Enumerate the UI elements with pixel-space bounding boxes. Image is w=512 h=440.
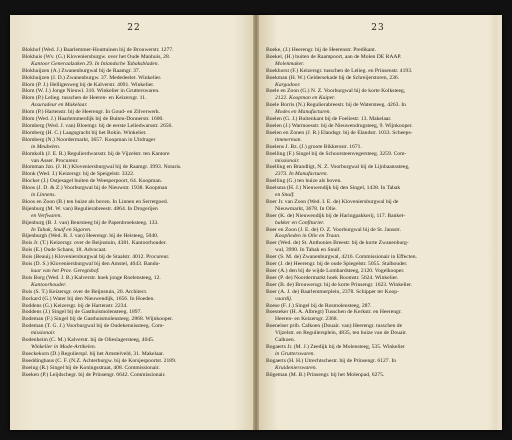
directory-entry: Boeddinghaus (C. F. (N.Z. Achterburgw. bij de Korsjespoortst. 2189. xyxy=(22,357,177,364)
directory-entry: Blom (P.) Lelieg. tusschen de Heeren- en Keizersgr. 11. xyxy=(22,95,147,102)
directory-entry: Boeken (P.) Leijdschegr. bij de Prinsengr. 6642. Commissionair. xyxy=(22,371,166,378)
entry-continuation-line: In Tabak, Snuif en Sigaren. xyxy=(31,226,92,233)
directory-entry: Boer (Wed. de) St. Anthonies Breestr. bij de korte Zwanenburg- xyxy=(266,240,409,247)
entry-continuation-line: Nieuwmarkt, 3678. In Olie. xyxy=(275,205,337,212)
directory-entry: Bockard (G.) Water bij den Nieuwendijk, 1656. In Hoeden. xyxy=(22,295,155,302)
directory-entry: Blom (Wed. J.) Haarlemmerdijk bij de Buiten-Donnerstr. 1600. xyxy=(22,116,164,123)
entry-continuation-line: Calkoen. xyxy=(275,337,296,344)
entry-continuation-line: Assuradeur en Makelaar. xyxy=(31,102,88,109)
directory-entry: Boeke, (J.) Heerengr. bij de Heerenstr. Predikant. xyxy=(266,47,377,53)
directory-entry: Blom (W. J.) Jonge Nieuwl. 316. Winkelier in Grutterswaren. xyxy=(22,88,160,95)
entry-continuation-line: timmerman. xyxy=(275,136,302,143)
entry-continuation-line: Kargadoor. xyxy=(275,81,301,88)
directory-entry: Boelling en Brandligt, N. Z. Voorburgwal bij de Lijnbaanssteeg, xyxy=(266,164,410,171)
open-book xyxy=(10,15,502,430)
page-number-left: 22 xyxy=(127,23,141,33)
directory-entry: Boeckekorn (D.) Regulierspl. bij het Amstelveld, 31. Makelaar. xyxy=(22,350,164,357)
directory-entry: Bois Jr. (T.) Keizersgr. over de Beijnstuin, 4381. Kantoorhouder. xyxy=(22,240,167,247)
directory-entry: Boese (F. J.) Singel bij de Rosmolensteeg, 287. xyxy=(266,302,372,309)
directory-entry: Blokhuijzen (J. D.) Zwanenburgw. 37. Mededeeler. Winkelier. xyxy=(22,74,162,81)
directory-entry: Bogaerts (H. H.) Utrechtschestr. bij de Prinsengr. 6127. In xyxy=(266,357,397,364)
directory-entry: Boer (K. de) Nieuwendijk bij de Haringpakkerij, 117. Banket- xyxy=(266,212,406,219)
entry-continuation-line: Kantoorhouder. xyxy=(31,281,67,288)
page-number-right: 23 xyxy=(371,23,385,33)
directory-entry: Bois (D. S.) Kloveniersburgwal bij den Amstel, 4043. Bandu- xyxy=(22,261,161,268)
entry-continuation-line: in Grutterswaren. xyxy=(275,350,315,357)
directory-entry: Bois (Beauij.) Kloveniersburgwal bij de Staalstr. 4012. Procureur. xyxy=(22,254,170,261)
entry-continuation-line: en Verfwaren. xyxy=(31,212,62,219)
directory-entry: Blomberg (Wed. J. van) Bloemgr. bij de eerste Leliedwarsstr. 2656. xyxy=(22,122,173,129)
directory-entry: Blom (P.) Hartenstr. bij de Heerengr. In Goud- en Zilverwerk. xyxy=(22,109,161,116)
entry-continuation-line: missionair. xyxy=(31,330,56,337)
directory-entry: Bois Borg (Wed. J. B.) Kalverstr. hoek jonge Roelensteeg, 12. xyxy=(22,274,161,281)
entry-continuation-line: Kantoor Generaalzaken 29. In Inlandsche Tabaksbladen. xyxy=(31,60,159,67)
entry-continuation-line: Kooplieden in Olie en Traan. xyxy=(275,233,341,240)
directory-entry: Bloos (J. D. & Z.) Voorburgwal bij de Nieuwstr. 1938. Koopman xyxy=(22,185,168,192)
entry-list-left xyxy=(22,47,247,379)
directory-entry: Boekel, (H.) buiten de Raampoort, aan de Molen DE RAAP. xyxy=(266,53,402,60)
entry-continuation-line: in Linnens. xyxy=(31,192,56,199)
left-page xyxy=(15,15,253,430)
entry-continuation-line: Heeren- en Keizersgr. 2368. xyxy=(275,316,338,323)
entry-continuation-line: 2373. In Manufacturen. xyxy=(275,171,328,178)
directory-entry: Boer (A. J. de) Baarlemmerplein, 2378. Schipper ter Koop- xyxy=(266,288,399,295)
directory-entry: Boddens (G.) Keizersgr. bij de Hartenstr. 2234. xyxy=(22,302,128,309)
entry-list-right xyxy=(266,47,491,379)
directory-entry: Blom (P. J.) Helligenweg bij de Kalverstr. 4091. Winkelier. xyxy=(22,81,155,88)
directory-entry: Boekhorst (F.) Keizersgr. tusschen de Lelieg. en Prinsenstr. 4193. xyxy=(266,67,413,74)
directory-entry: Boer (S. M. de) Zwanenburgwal, 4216. Commissionair in Effecten. xyxy=(266,254,417,261)
entry-continuation-line: wal, 3990. In Tabak en Snuif. xyxy=(275,247,341,254)
directory-entry: Blokhof (Wed. J.) Baarlemmer-Houttuinen bij de Brouwerstr. 1277. xyxy=(22,47,174,53)
directory-entry: Boelling (F.) Singel bij de Schoorsteenvegersteeg. 3259. Com- xyxy=(266,150,407,157)
directory-entry: Boelens J. Bz. (J.) groote Bikkersstr. 1671. xyxy=(266,143,362,150)
directory-entry: Bodeman (T. G. J.) Voorburgwal bij de Oudekennissteeg. Com- xyxy=(22,323,165,330)
entry-continuation-line: Vijzelstr. en Reguliersplein, 4835, ten huize van de Douair. xyxy=(275,330,408,337)
directory-entry: Bodenheim (C. M.) Kalverstr. bij de Olieslagersteeg, 4045. xyxy=(22,337,155,344)
directory-entry: Blomman Jzn. (J. H.) Kloveniersburgwal bij de Raamgr. 3993. Notaris. xyxy=(22,164,182,171)
entry-continuation-line: missionair. xyxy=(275,157,300,164)
directory-entry: Boelen (G. J.) Buitenkant bij de Foeliestr. 13. Makelaar. xyxy=(266,116,392,123)
entry-continuation-line: en Snuif. xyxy=(275,192,295,199)
right-page xyxy=(259,15,497,430)
directory-entry: Boenelser prib. Calkoen (Douair. van) Heerengr. tusschen de xyxy=(266,323,403,330)
entry-continuation-line: Kruidenierswaren. xyxy=(275,364,317,371)
directory-entry: Blocker (J.) Ostjesagel buiten de Weesperpoort, 64. Koopman. xyxy=(22,178,163,185)
directory-entry: Bloos en Zoon (B.) ten huize als boven. In Linnen en Serretgoed. xyxy=(22,198,169,205)
directory-entry: Boele en Zoon (G.) N. Z. Voorburgwal bij de korte Kolksteeg, xyxy=(266,88,406,95)
directory-entry: Boele Borris (N.) Regulierabreestr. bij de Watersteeg. 4263. In xyxy=(266,102,406,109)
directory-entry: Bijenburg (M. W. van) Regulierabreestr. 4864. In Drogerijen xyxy=(22,205,158,212)
entry-continuation-line: Molenmaker. xyxy=(275,60,305,67)
directory-entry: Bois (S. T.) Keizersgr. over de Beijnstuin, 20. Architect. xyxy=(22,288,148,295)
directory-entry: Bögeman (M. B.) Prinsengr. bij het Molenpad, 6275. xyxy=(266,371,385,378)
directory-entry: Blomkolk (J. E. R.) Regulierdwarsstr. bij de Vijzelstr. ten Kantore xyxy=(22,150,170,157)
directory-entry: Bois (E.) Oude Schans, 18. Advocaat. xyxy=(22,247,107,254)
entry-continuation-line: 2122. Koopman en Kuiper. xyxy=(275,95,336,102)
directory-entry: Boddens (J.) Singel bij de Gasthuismolensteeg. 1897. xyxy=(22,309,142,316)
entry-continuation-line: in Meubelen. xyxy=(31,143,61,150)
entry-continuation-line: Winkelier in Mode-Artikelen. xyxy=(31,343,97,350)
entry-continuation-line: van Asser. Procureur. xyxy=(31,157,79,164)
directory-entry: Boer (B. de) Brouwersgr. bij de korte Prinsengr. 1623. Winkelier. xyxy=(266,281,413,288)
directory-entry: Blomberg (H. C.) Laagsgracht bij het Rokin. Winkelier. xyxy=(22,129,147,136)
directory-entry: Bijenburg (B. J. van) Beursteeg bij de Papenbroeksteeg. 133. xyxy=(22,219,159,226)
directory-entry: Blokhuijzen (A.) Zwanenburgwal bij de Raamgr. 37. xyxy=(22,67,141,74)
entry-continuation-line: bakker en Confiturier. xyxy=(275,219,325,226)
directory-entry: Boelen en Zonen (J. R.) Elandsgr. bij de Elandstr. 1033. Scheeps- xyxy=(266,129,413,136)
directory-entry: Boer (J. de) Heerengr. bij de oude Spiegelstr. 5055. Stalhouder. xyxy=(266,261,408,268)
entry-continuation-line: kaar van het Prov. Geregtshof. xyxy=(31,268,100,274)
directory-entry: Boer en Zoon (J. E. de) O. Z. Voorburgwal bij de St. Jansstr. xyxy=(266,226,401,233)
directory-entry: Blonk (Wed. J.) Keizersgr. bij de Speigelstr. 3322. xyxy=(22,171,135,178)
directory-entry: Bodeman (F.) Singel bij de Gasthuismolensteeg. 2868. Wijnkooper. xyxy=(22,316,174,323)
directory-entry: Boelling (G.) ten huize als boven. xyxy=(266,178,342,185)
entry-continuation-line: vaardij. xyxy=(275,295,293,302)
directory-entry: Boeing (R.) Singel bij de Koningsstraat, 408. Commissionair. xyxy=(22,364,160,371)
directory-entry: Blomberg (N.) Noordermarkt, 3657. Koopman in Uitdrager xyxy=(22,136,156,143)
directory-entry: Boesteker (H. A. Albregt) Tusschen de Kerkstr. en Heerengr. xyxy=(266,309,402,316)
directory-entry: Boelsma (H. J.) Nieuwendijk bij den Singel, 1438. In Tabak xyxy=(266,185,401,192)
directory-entry: Boer Jr. van Zoon (Wed. I. E. de) Kloveniersburgwal bij de xyxy=(266,198,399,205)
directory-entry: Boer (A.) den bij de wijde Lombardsteeg, 2120. Vogelkooper. xyxy=(266,268,405,274)
directory-entry: Boelen (J.) Warmoesstr. bij de Nieuwendrugsteeg, 9. Wijnkooper. xyxy=(266,122,413,129)
entry-continuation-line: Modes en Manufacturen. xyxy=(275,109,331,116)
directory-entry: Bogaerts Jr. (M. J.) Zeedijk bij de Molensteeg, 535. Winkelier xyxy=(266,343,405,350)
directory-entry: Blokhuis (Wv. (G.) Kloveniersburgw. over het Oude Manhuis, 28. xyxy=(22,53,171,60)
directory-entry: Bijenburgh (Wed. B. J. van) Heerengr. bij de Heisteeg, 5040. xyxy=(22,233,159,240)
directory-entry: Boer (P. de) Noordermarkt hoek Boomstr. 5624. Winkelier. xyxy=(266,274,399,281)
directory-entry: Boekman (H. W.) Geldersekade bij de Schreijerstoren, 236. xyxy=(266,74,400,81)
